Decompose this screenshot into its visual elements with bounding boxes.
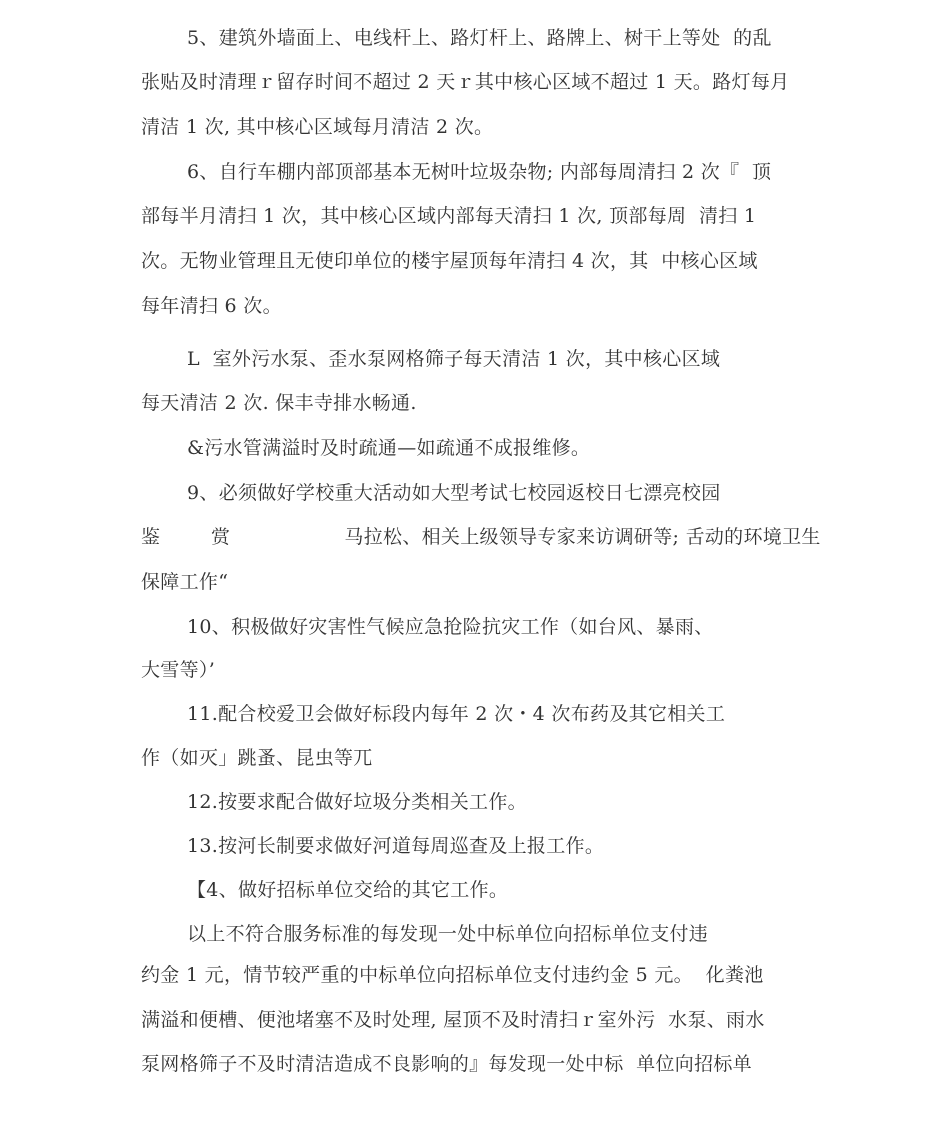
text-line: 大雪等）’	[141, 659, 216, 681]
text-line: 作（如灭」跳蚤、昆虫等兀	[141, 747, 373, 769]
text-line: 10、积极做好灾害性气候应急抢险抗灾工作（如台风、暴雨、	[187, 616, 714, 638]
text-line: 9、必须做好学校重大活动如大型考试七校园返校日七漂亮校园	[187, 482, 721, 504]
text-line: 满溢和便槽、便池堵塞不及时处理, 屋顶不及时清扫ｒ室外污 水泵、雨水	[141, 1009, 765, 1031]
text-line: 约金 1 元，情节较严重的中标单位向招标单位支付违约金 5 元。 化粪池	[141, 964, 764, 986]
text-line: 每天清洁 2 次. 保丰寺排水畅通.	[141, 392, 417, 414]
text-line: 清洁 1 次, 其中核心区域每月清洁 2 次。	[141, 116, 494, 138]
text-line: 【4、做好招标单位交给的其它工作。	[187, 879, 509, 901]
text-line: 12.按要求配合做好垃圾分类相关工作。	[187, 791, 527, 813]
text-line: 部每半月清扫 1 次，其中核心区域内部每天清扫 1 次, 顶部每周 清扫 1	[141, 205, 757, 227]
text-line: 13.按河长制要求做好河道每周巡查及上报工作。	[187, 835, 605, 857]
text-line: 6、自行车棚内部顶部基本无树叶垃圾杂物; 内部每周清扫 2 次『 顶	[187, 161, 772, 183]
text-line: 每年清扫 6 次。	[141, 295, 282, 317]
text-line: &污水管满溢时及时疏通—如疏通不成报维修。	[187, 437, 591, 459]
text-line: 鉴 赏 马拉松、相关上级领导专家来访调研等; 舌动的环境卫生	[141, 526, 821, 548]
text-line: 5、建筑外墙面上、电线杆上、路灯杆上、路牌上、树干上等处 的乱	[187, 27, 772, 49]
text-line: 以上不符合服务标准的每发现一处中标单位向招标单位支付违	[187, 923, 709, 945]
text-line: 保障工作“	[141, 571, 229, 593]
text-line: L 室外污水泵、歪水泵网格筛子每天清洁 1 次，其中核心区域	[187, 348, 721, 370]
text-line: 泵网格筛子不及时清洁造成不良影响的』每发现一处中标 单位向招标单	[141, 1053, 752, 1075]
text-line: 张贴及时清理ｒ留存时间不超过 2 天ｒ其中核心区域不超过 1 天。路灯每月	[141, 71, 790, 93]
text-line: 次。无物业管理且无使印单位的楼宇屋顶每年清扫 4 次，其 中核心区域	[141, 250, 758, 272]
text-line: 11.配合校爱卫会做好标段内每年 2 次・4 次布药及其它相关工	[187, 703, 726, 725]
